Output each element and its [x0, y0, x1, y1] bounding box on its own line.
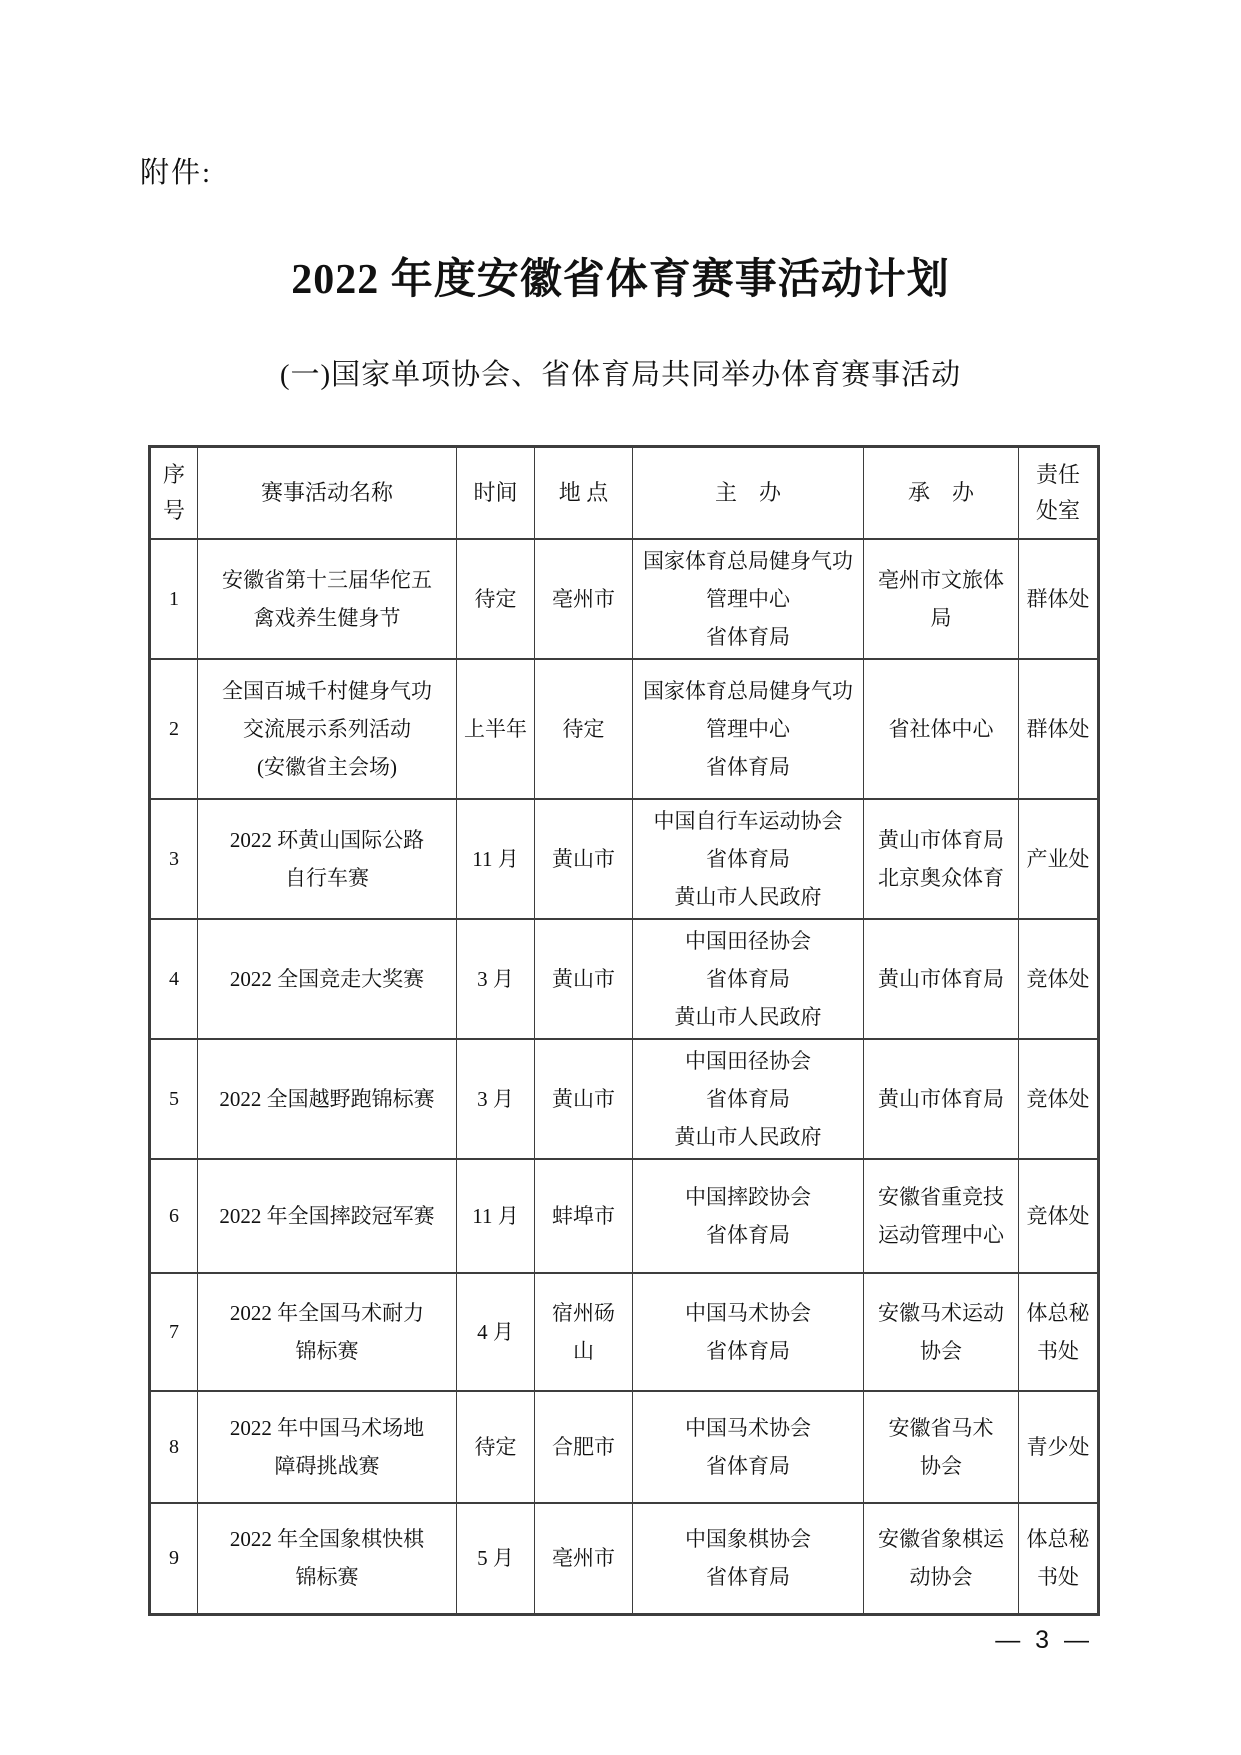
cell-no	[150, 539, 198, 659]
cell-line: 省社体中心	[888, 716, 994, 741]
page-title: 2022 年度安徽省体育赛事活动计划	[291, 257, 950, 303]
events-table	[148, 445, 1100, 1616]
cell-line: 蚌埠市	[552, 1203, 615, 1228]
col-header-no	[150, 447, 198, 539]
cell-organizer	[864, 539, 1019, 659]
cell-line: 交流展示系列活动	[243, 716, 411, 741]
cell-line: 赛事活动名称	[260, 479, 393, 505]
cell-line: 禽戏养生健身节	[253, 605, 401, 630]
cell-organizer	[864, 1039, 1019, 1159]
events-table-body	[150, 539, 1099, 1615]
cell-line: 中国自行车运动协会	[653, 808, 843, 833]
cell-host	[633, 539, 864, 659]
table-row	[150, 919, 1099, 1039]
cell-name	[198, 1273, 457, 1391]
cell-line: 山	[573, 1338, 594, 1363]
col-header-host	[633, 447, 864, 539]
cell-office	[1019, 1159, 1099, 1273]
section-subtitle: (一)国家单项协会、省体育局共同举办体育赛事活动	[279, 359, 962, 391]
cell-no	[150, 1039, 198, 1159]
cell-host	[633, 1159, 864, 1273]
cell-office	[1019, 1503, 1099, 1615]
cell-organizer	[864, 919, 1019, 1039]
cell-line: 中国马术协会	[685, 1415, 811, 1440]
cell-organizer	[864, 1503, 1019, 1615]
cell-time	[457, 1503, 535, 1615]
cell-line: 竞体处	[1026, 966, 1090, 991]
cell-line: 中国田径协会	[685, 928, 811, 953]
cell-line: 黄山市	[552, 846, 615, 871]
cell-line: 省体育局	[706, 754, 790, 779]
cell-line: 亳州市	[552, 1546, 615, 1571]
cell-location	[535, 799, 633, 919]
cell-line: 障碍挑战赛	[274, 1453, 380, 1478]
cell-line: 省体育局	[706, 1338, 790, 1363]
cell-line: 黄山市体育局	[878, 827, 1004, 852]
cell-line: 时间	[473, 479, 518, 505]
cell-name	[198, 539, 457, 659]
cell-location	[535, 1391, 633, 1503]
cell-no	[150, 1503, 198, 1615]
header-row	[150, 447, 1099, 539]
cell-line: 国家体育总局健身气功	[643, 548, 853, 573]
table-row	[150, 1039, 1099, 1159]
cell-location	[535, 1503, 633, 1615]
cell-line: 9	[169, 1547, 179, 1570]
cell-line: 安徽省重竞技	[878, 1184, 1004, 1209]
cell-line: 黄山市	[552, 1086, 615, 1111]
cell-host	[633, 1503, 864, 1615]
cell-line: 安徽马术运动	[878, 1300, 1004, 1325]
cell-line: 2022 年中国马术场地	[229, 1415, 425, 1440]
cell-organizer	[864, 1273, 1019, 1391]
cell-no	[150, 1273, 198, 1391]
cell-line: 7	[169, 1320, 179, 1343]
cell-host	[633, 659, 864, 799]
cell-line: 2022 年全国马术耐力	[229, 1300, 425, 1325]
table-row	[150, 799, 1099, 919]
cell-line: 中国马术协会	[685, 1300, 811, 1325]
cell-line: 竞体处	[1026, 1086, 1090, 1111]
cell-line: 管理中心	[706, 586, 790, 611]
cell-name	[198, 799, 457, 919]
cell-line: 安徽省象棋运	[878, 1527, 1004, 1552]
col-header-office	[1019, 447, 1099, 539]
cell-office	[1019, 1391, 1099, 1503]
cell-line: 青少处	[1026, 1434, 1090, 1459]
cell-name	[198, 1391, 457, 1503]
cell-time	[457, 919, 535, 1039]
cell-line: 待定	[474, 586, 517, 611]
cell-line: 安徽省马术	[888, 1415, 994, 1440]
events-table-head	[150, 447, 1099, 539]
cell-name	[198, 1503, 457, 1615]
cell-line: 待定	[562, 716, 605, 741]
cell-line: 省体育局	[706, 1086, 790, 1111]
cell-line: 黄山市人民政府	[674, 1004, 822, 1029]
cell-line: 黄山市体育局	[878, 966, 1004, 991]
cell-organizer	[864, 1391, 1019, 1503]
cell-line: 5 月	[477, 1546, 514, 1571]
col-header-location	[535, 447, 633, 539]
cell-host	[633, 799, 864, 919]
cell-line: 体总秘	[1026, 1300, 1090, 1325]
cell-office	[1019, 539, 1099, 659]
cell-name	[198, 1039, 457, 1159]
cell-line: 黄山市人民政府	[674, 1124, 822, 1149]
cell-line: 运动管理中心	[878, 1222, 1004, 1247]
cell-line: 宿州砀	[552, 1300, 615, 1325]
cell-line: 管理中心	[706, 716, 790, 741]
col-header-name	[198, 447, 457, 539]
cell-line: 锦标赛	[295, 1338, 359, 1363]
cell-line: 中国摔跤协会	[685, 1184, 811, 1209]
cell-line: 省体育局	[706, 1453, 790, 1478]
cell-line: 省体育局	[706, 966, 790, 991]
cell-no	[150, 799, 198, 919]
cell-line: 8	[169, 1435, 179, 1458]
cell-time	[457, 1039, 535, 1159]
cell-location	[535, 659, 633, 799]
cell-name	[198, 1159, 457, 1273]
cell-line: 安徽省第十三届华佗五	[222, 567, 432, 592]
cell-no	[150, 1159, 198, 1273]
cell-office	[1019, 659, 1099, 799]
cell-office	[1019, 919, 1099, 1039]
cell-office	[1019, 1039, 1099, 1159]
cell-line: 3	[169, 847, 179, 870]
cell-line: 协会	[920, 1338, 962, 1363]
attachment-label: 附件:	[140, 157, 213, 189]
cell-host	[633, 1039, 864, 1159]
cell-line: 局	[930, 605, 952, 630]
cell-line: 号	[162, 497, 185, 523]
cell-no	[150, 919, 198, 1039]
cell-line: 11 月	[472, 846, 519, 871]
cell-line: 承 办	[907, 479, 974, 505]
cell-line: 国家体育总局健身气功	[643, 678, 853, 703]
cell-line: 全国百城千村健身气功	[222, 678, 432, 703]
cell-line: 4	[169, 967, 179, 990]
cell-office	[1019, 799, 1099, 919]
table-row	[150, 1273, 1099, 1391]
cell-line: 上半年	[464, 716, 527, 741]
cell-line: 合肥市	[552, 1434, 615, 1459]
cell-line: 黄山市人民政府	[674, 884, 822, 909]
cell-line: 地 点	[558, 479, 609, 505]
cell-line: 待定	[474, 1434, 517, 1459]
cell-time	[457, 799, 535, 919]
cell-line: 协会	[920, 1453, 962, 1478]
cell-host	[633, 1391, 864, 1503]
cell-name	[198, 919, 457, 1039]
cell-line: 书处	[1037, 1338, 1079, 1363]
cell-line: 2022 年全国摔跤冠军赛	[219, 1203, 435, 1228]
cell-line: 11 月	[472, 1203, 519, 1228]
cell-line: 2022 年全国象棋快棋	[229, 1527, 425, 1552]
cell-line: 动协会	[909, 1565, 973, 1590]
cell-location	[535, 1273, 633, 1391]
cell-line: 3 月	[477, 1086, 514, 1111]
cell-line: 亳州市文旅体	[878, 567, 1004, 592]
cell-line: 3 月	[477, 966, 514, 991]
cell-line: 群体处	[1026, 716, 1090, 741]
cell-time	[457, 1159, 535, 1273]
table-row	[150, 1159, 1099, 1273]
cell-time	[457, 659, 535, 799]
cell-no	[150, 659, 198, 799]
cell-time	[457, 1273, 535, 1391]
cell-line: 体总秘	[1026, 1527, 1090, 1552]
cell-line: 省体育局	[706, 846, 790, 871]
col-header-organizer	[864, 447, 1019, 539]
cell-organizer	[864, 659, 1019, 799]
table-row	[150, 1503, 1099, 1615]
cell-time	[457, 1391, 535, 1503]
cell-line: 1	[169, 587, 179, 610]
cell-line: 2022 全国越野跑锦标赛	[219, 1086, 435, 1111]
cell-office	[1019, 1273, 1099, 1391]
cell-line: 2	[169, 717, 179, 740]
cell-line: 产业处	[1026, 846, 1090, 871]
cell-line: 黄山市	[552, 966, 615, 991]
cell-line: (安徽省主会场)	[257, 754, 397, 779]
cell-line: 北京奥众体育	[878, 865, 1004, 890]
cell-line: 处室	[1035, 497, 1080, 523]
cell-line: 2022 全国竞走大奖赛	[229, 966, 425, 991]
cell-line: 主 办	[714, 479, 781, 505]
cell-line: 序	[162, 461, 185, 487]
cell-host	[633, 1273, 864, 1391]
cell-line: 2022 环黄山国际公路	[229, 827, 425, 852]
cell-line: 亳州市	[552, 586, 615, 611]
cell-line: 责任	[1035, 461, 1080, 487]
cell-time	[457, 539, 535, 659]
cell-organizer	[864, 799, 1019, 919]
cell-line: 6	[169, 1204, 179, 1227]
cell-no	[150, 1391, 198, 1503]
cell-line: 省体育局	[706, 624, 790, 649]
cell-location	[535, 1159, 633, 1273]
cell-location	[535, 919, 633, 1039]
cell-line: 书处	[1037, 1565, 1079, 1590]
table-row	[150, 1391, 1099, 1503]
page-number: — 3 —	[995, 1626, 1093, 1654]
cell-location	[535, 1039, 633, 1159]
cell-line: 中国田径协会	[685, 1048, 811, 1073]
table-row	[150, 659, 1099, 799]
cell-line: 自行车赛	[285, 865, 369, 890]
cell-line: 省体育局	[706, 1222, 790, 1247]
cell-location	[535, 539, 633, 659]
cell-line: 锦标赛	[295, 1565, 359, 1590]
cell-organizer	[864, 1159, 1019, 1273]
cell-line: 省体育局	[706, 1565, 790, 1590]
cell-name	[198, 659, 457, 799]
cell-host	[633, 919, 864, 1039]
cell-line: 4 月	[477, 1319, 514, 1344]
cell-line: 群体处	[1026, 586, 1090, 611]
col-header-time	[457, 447, 535, 539]
cell-line: 黄山市体育局	[878, 1086, 1004, 1111]
cell-line: 中国象棋协会	[685, 1527, 811, 1552]
cell-line: 竞体处	[1026, 1203, 1090, 1228]
table-row	[150, 539, 1099, 659]
cell-line: 5	[169, 1087, 179, 1110]
